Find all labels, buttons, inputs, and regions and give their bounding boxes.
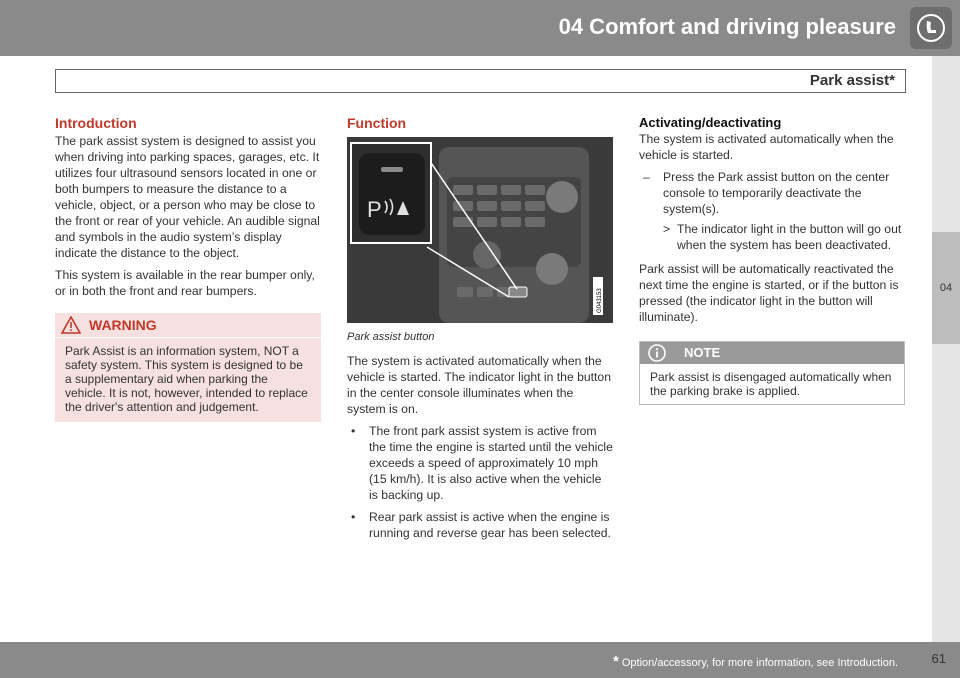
introduction-paragraph-1: The park assist system is designed to assist you when driving into parking spaces, garages, etc. It utilizes four ultrasound sensors located in one or both bumpers to measure the distance to a vehicle, object, or a person who may be close to the front or rear of your vehicle. An audible signal and symbols in the audio system’s display indicate the distance to the object. <box>55 134 320 260</box>
note-header <box>640 342 904 364</box>
section-title: Park assist* <box>809 72 895 89</box>
column-introduction <box>55 115 321 422</box>
warning-header <box>55 313 321 338</box>
footnote <box>613 653 898 670</box>
activating-heading: Activating/deactivating <box>639 115 782 130</box>
note-label: NOTE <box>684 345 721 360</box>
procedure-step-text: Press the Park assist button on the center console to temporarily deactivate the system(s). <box>663 170 890 216</box>
result-marker: > <box>663 222 671 236</box>
function-paragraph: The system is activated automatically when the vehicle is started. The indicator light in the button in the center console illuminates when the system is on. <box>347 354 611 416</box>
list-item: • The front park assist system is active from the time the engine is started until the vehicle exceeds a speed of approximately 10 mph (15 km/h). It is also active when the vehicle is backing up. <box>347 423 613 503</box>
chapter-title: 04 Comfort and driving pleasure <box>558 14 896 39</box>
seat-icon <box>910 7 952 49</box>
section-header <box>55 69 906 93</box>
note-box <box>639 341 905 405</box>
image-code: G043153 <box>597 288 603 313</box>
warning-triangle-icon <box>61 316 81 334</box>
procedure-step <box>639 169 905 217</box>
introduction-heading: Introduction <box>55 115 137 131</box>
image-caption: Park assist button <box>347 331 435 343</box>
info-circle-icon <box>648 344 666 362</box>
footnote-text: Option/accessory, for more information, see Introduction. <box>618 657 898 669</box>
chapter-tab-04[interactable]: 04 <box>932 232 960 344</box>
function-bullet-list <box>347 423 613 541</box>
svg-text:P: P <box>367 197 382 222</box>
column-activating <box>639 115 905 405</box>
activating-paragraph-2: Park assist will be automatically reactivated the next time the engine is started, or if the button is pressed (the indicator light in the button will illuminate). <box>639 262 899 324</box>
chapter-tab-strip <box>932 56 960 642</box>
list-item: • Rear park assist is active when the engine is running and reverse gear has been selected. <box>347 509 613 541</box>
warning-label: WARNING <box>89 317 157 333</box>
chapter-header-bar <box>0 0 960 56</box>
park-assist-photo <box>347 137 613 323</box>
footnote-star: * <box>612 653 619 670</box>
dash-marker: – <box>643 170 650 184</box>
activating-paragraph-1: The system is activated automatically when the vehicle is started. <box>639 132 894 162</box>
column-function <box>347 115 613 547</box>
function-heading: Function <box>347 115 407 131</box>
page-number: 61 <box>931 651 946 666</box>
procedure-result <box>639 221 905 253</box>
warning-box <box>55 313 321 422</box>
note-text: Park assist is disengaged automatically when the parking brake is applied. <box>650 370 892 398</box>
introduction-paragraph-2: This system is available in the rear bumper only, or in both the front and rear bumpers. <box>55 268 315 298</box>
procedure-result-text: The indicator light in the button will go out when the system has been deactivated. <box>677 222 902 252</box>
page-footer <box>0 642 960 678</box>
warning-text: Park Assist is an information system, NOT a safety system. This system is designed to be a supplementary aid when parking the vehicle. It is not, however, intended to replace the driver's attention and judgement. <box>65 344 308 414</box>
